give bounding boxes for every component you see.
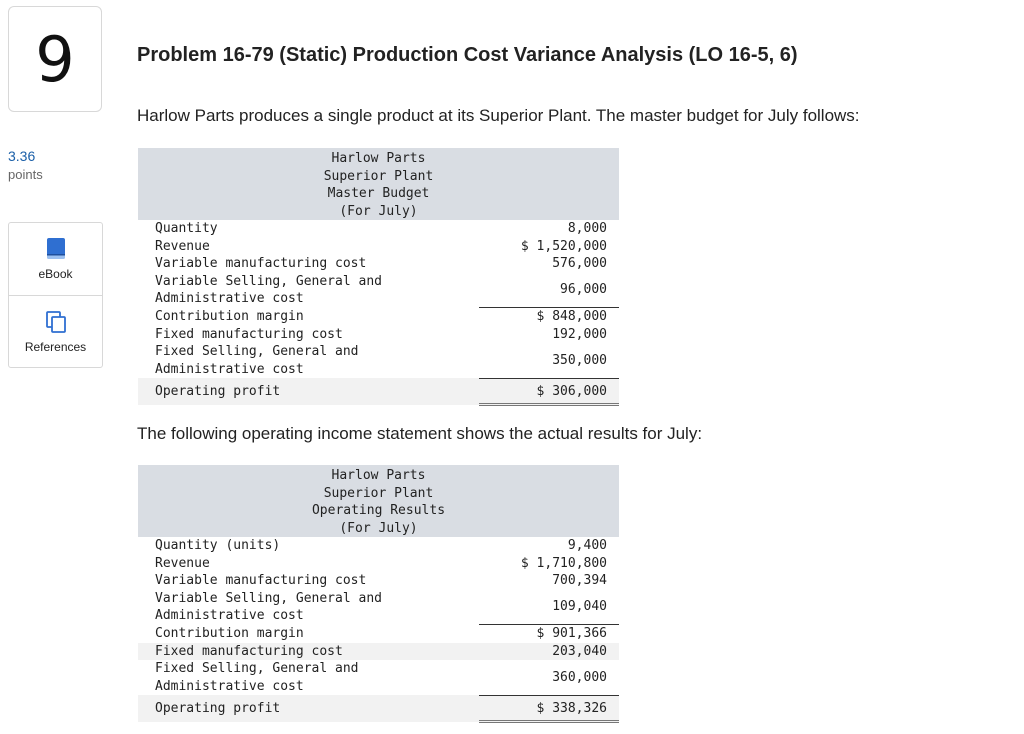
row-label-line: Variable Selling, General and bbox=[155, 590, 382, 606]
row-value: $ 848,000 bbox=[479, 308, 619, 326]
row-label: Fixed manufacturing cost bbox=[155, 326, 343, 342]
table-row bbox=[138, 273, 619, 308]
row-value: 203,040 bbox=[479, 643, 619, 661]
row-value: $ 338,326 bbox=[479, 695, 619, 722]
row-value: 109,040 bbox=[552, 599, 607, 614]
table-row bbox=[138, 572, 619, 590]
row-label-line: Administrative cost bbox=[155, 291, 304, 306]
row-label bbox=[138, 590, 479, 625]
table-row bbox=[138, 625, 619, 643]
plant-name: Superior Plant bbox=[323, 485, 434, 501]
row-label-line: Fixed Selling, General and bbox=[155, 661, 359, 676]
plant-name: Superior Plant bbox=[323, 168, 434, 184]
row-label: Fixed manufacturing cost bbox=[138, 643, 479, 661]
row-value: 9,400 bbox=[567, 538, 607, 553]
row-label-line: Administrative cost bbox=[155, 361, 304, 377]
table-row bbox=[138, 695, 619, 722]
master-budget-table bbox=[138, 148, 619, 406]
row-label: Quantity bbox=[155, 221, 218, 236]
problem-intro-actual: The following operating income statement shows the actual results for July: bbox=[137, 424, 703, 443]
ebook-label: eBook bbox=[38, 267, 73, 281]
table-header bbox=[138, 148, 619, 220]
row-label bbox=[138, 273, 479, 308]
row-label: Operating profit bbox=[138, 378, 479, 405]
row-label bbox=[138, 343, 479, 378]
table-row bbox=[138, 555, 619, 573]
row-label-line: Administrative cost bbox=[155, 608, 304, 623]
table-row bbox=[138, 537, 619, 555]
table-row bbox=[138, 220, 619, 238]
statement-name: Master Budget bbox=[327, 186, 430, 201]
operating-results-table bbox=[138, 465, 619, 723]
row-value: 192,000 bbox=[552, 326, 607, 342]
company-name: Harlow Parts bbox=[331, 151, 426, 166]
row-value: 576,000 bbox=[552, 256, 607, 271]
row-label: Variable manufacturing cost bbox=[155, 256, 367, 271]
row-label-line: Fixed Selling, General and bbox=[155, 344, 359, 359]
resources-panel bbox=[8, 222, 103, 368]
company-name: Harlow Parts bbox=[331, 468, 426, 483]
row-value: 360,000 bbox=[552, 669, 607, 685]
table-row bbox=[138, 660, 619, 695]
points-label: points bbox=[8, 167, 43, 182]
references-button[interactable] bbox=[9, 295, 102, 368]
row-label bbox=[138, 660, 479, 695]
row-label: Contribution margin bbox=[155, 308, 304, 324]
table-row bbox=[138, 343, 619, 378]
question-number: 9 bbox=[8, 6, 102, 112]
row-label: Contribution margin bbox=[155, 625, 304, 641]
row-label: Revenue bbox=[155, 238, 210, 254]
table-row bbox=[138, 378, 619, 405]
row-value: 96,000 bbox=[560, 282, 607, 297]
table-row bbox=[138, 326, 619, 344]
book-icon bbox=[45, 237, 67, 261]
row-label: Variable manufacturing cost bbox=[155, 573, 367, 588]
table-row bbox=[138, 255, 619, 273]
row-label: Quantity (units) bbox=[155, 538, 281, 553]
period: (For July) bbox=[339, 520, 418, 536]
table-row bbox=[138, 308, 619, 326]
table-row bbox=[138, 238, 619, 256]
row-label: Revenue bbox=[155, 555, 210, 571]
row-label-line: Variable Selling, General and bbox=[155, 273, 382, 289]
references-label: References bbox=[24, 340, 87, 354]
statement-name: Operating Results bbox=[311, 503, 446, 518]
row-value: $ 901,366 bbox=[479, 625, 619, 643]
table-row bbox=[138, 590, 619, 625]
period: (For July) bbox=[339, 203, 418, 219]
row-value: 8,000 bbox=[567, 221, 607, 236]
row-value: 350,000 bbox=[552, 352, 607, 368]
row-label-line: Administrative cost bbox=[155, 678, 304, 694]
row-label: Operating profit bbox=[138, 695, 479, 722]
problem-intro: Harlow Parts produces a single product at its Superior Plant. The master budget for July follows: bbox=[137, 106, 860, 125]
ebook-button[interactable] bbox=[9, 223, 102, 295]
points-panel bbox=[8, 148, 43, 182]
table-row bbox=[138, 643, 619, 661]
row-value: $ 1,710,800 bbox=[520, 555, 607, 571]
table-header bbox=[138, 465, 619, 537]
points-value: 3.36 bbox=[8, 148, 36, 164]
row-value: $ 1,520,000 bbox=[520, 238, 607, 254]
problem-title: Problem 16-79 (Static) Production Cost Variance Analysis (LO 16-5, 6) bbox=[137, 44, 798, 66]
row-value: 700,394 bbox=[552, 573, 607, 588]
copy-icon bbox=[45, 310, 67, 334]
row-value: $ 306,000 bbox=[479, 378, 619, 405]
